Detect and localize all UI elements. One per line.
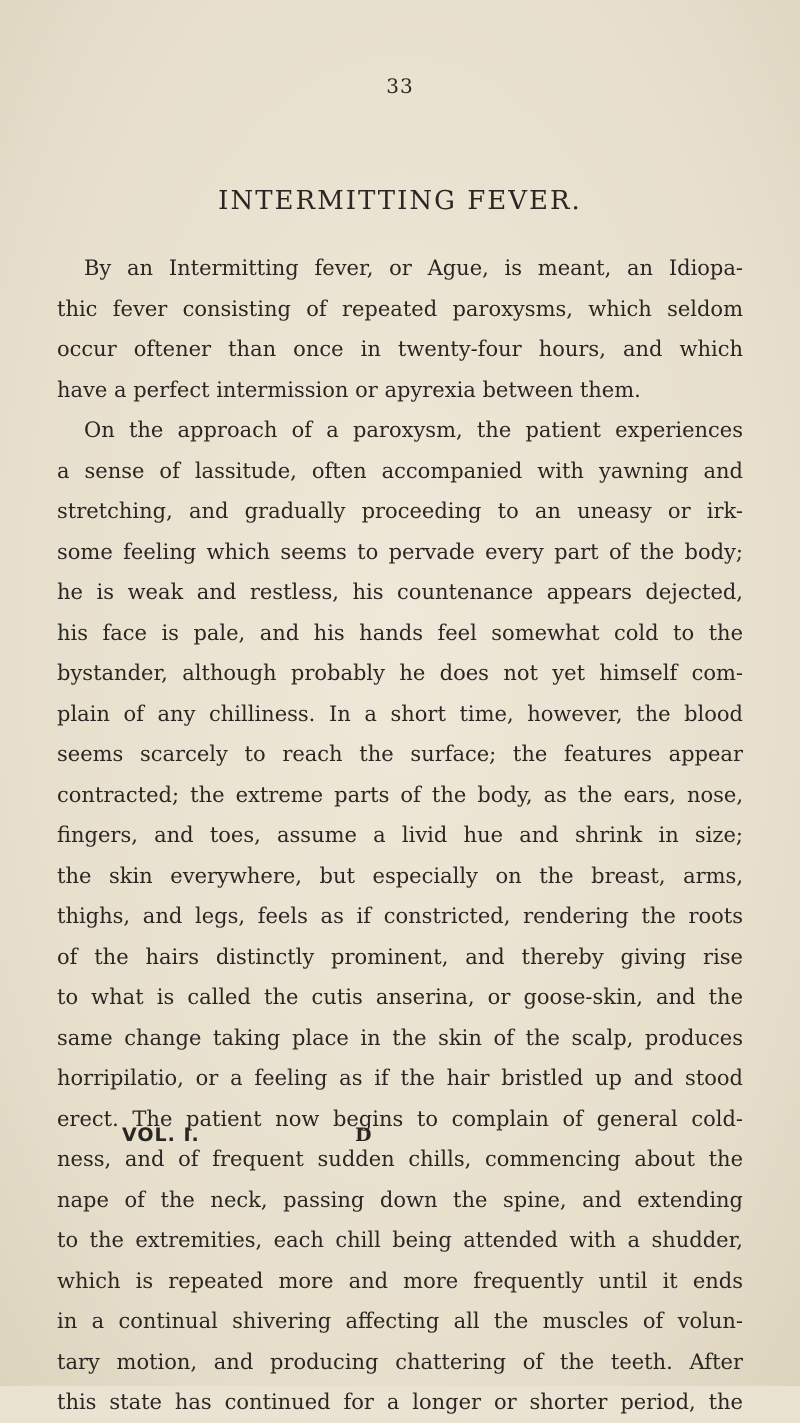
text-line: in a continual shivering affecting all the muscles of volun- [57, 1309, 743, 1333]
text-line: contracted; the extreme parts of the body, as the ears, nose, [57, 782, 743, 807]
page-number: 33 [386, 74, 414, 98]
text-line: some feeling which seems to pervade every part of the body; [57, 539, 743, 564]
text-line: which is repeated more and more frequently until it ends [57, 1268, 743, 1293]
text-line: to the extremities, each chill being attended with a shudder, [57, 1228, 743, 1252]
text-line: stretching, and gradually proceeding to an uneasy or irk- [57, 499, 743, 523]
text-line: horripilatio, or a feeling as if the hair bristled up and stood [57, 1066, 743, 1090]
volume-label: VOL. I. [122, 1124, 200, 1146]
text-line: he is weak and restless, his countenance appears dejected, [57, 580, 743, 604]
text-line: tary motion, and producing chattering of the teeth. After [57, 1349, 743, 1374]
text-line: his face is pale, and his hands feel somewhat cold to the [57, 620, 743, 645]
signature-mark: D [355, 1124, 373, 1146]
text-line: of the hairs distinctly prominent, and thereby giving rise [57, 944, 743, 969]
text-line: same change taking place in the skin of the scalp, produces [57, 1025, 743, 1050]
text-line: ness, and of frequent sudden chills, commencing about the [57, 1147, 743, 1171]
page-footer [0, 1124, 800, 1158]
text-line: plain of any chilliness. In a short time, however, the blood [57, 701, 743, 726]
text-line: have a perfect intermission or apyrexia between them. [57, 377, 641, 402]
text-line: thic fever consisting of repeated paroxysms, which seldom [57, 296, 743, 321]
text-line: a sense of lassitude, often accompanied with yawning and [57, 458, 743, 483]
text-line: fingers, and toes, assume a livid hue and shrink in size; [57, 823, 743, 847]
text-line: the skin everywhere, but especially on the breast, arms, [57, 863, 743, 888]
text-line: By an Intermitting fever, or Ague, is meant, an Idiopa- [84, 256, 743, 280]
text-line: nape of the neck, passing down the spine, and extending [57, 1187, 743, 1212]
text-line: On the approach of a paroxysm, the patient experiences [84, 418, 743, 442]
text-line: seems scarcely to reach the surface; the features appear [57, 742, 743, 766]
text-line: occur oftener than once in twenty-four hours, and which [57, 337, 743, 361]
chapter-title: INTERMITTING FEVER. [218, 186, 582, 216]
text-line: thighs, and legs, feels as if constricted, rendering the roots [57, 904, 743, 928]
text-line: this state has continued for a longer or shorter period, the [57, 1390, 743, 1414]
body-text [57, 248, 743, 1423]
text-line: erect. The patient now begins to complain of general cold- [57, 1106, 743, 1131]
text-line: to what is called the cutis anserina, or goose-skin, and the [57, 985, 743, 1009]
text-line: bystander, although probably he does not yet himself com- [57, 661, 743, 685]
